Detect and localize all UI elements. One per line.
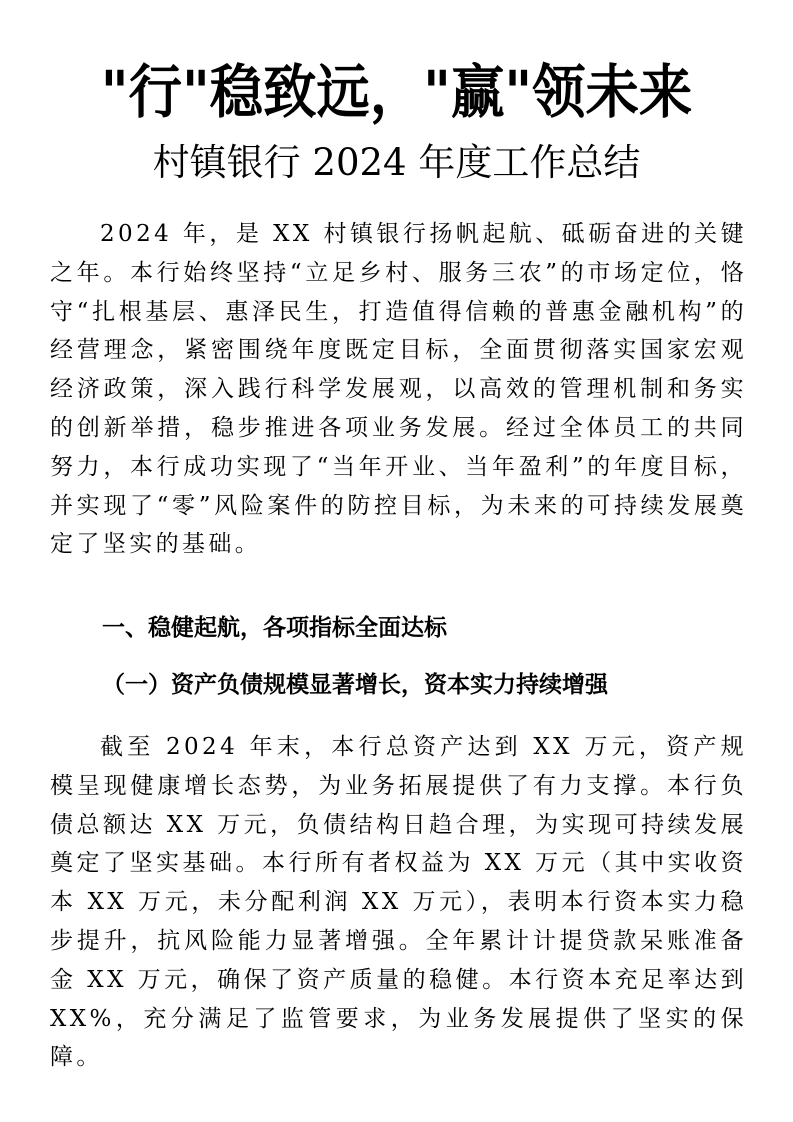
assets-paragraph: 截至 2024 年末，本行总资产达到 XX 万元，资产规模呈现健康增长态势，为业务拓展提供了有力支撑。本行负债总额达 XX 万元，负债结构日趋合理，为实现可持续发展奠定了坚实基础。本行所有者权益为 XX 万元（其中实收资本 XX 万元，未分配利润 XX 万元），表明本行资本实力稳步提升，抗风险能力显著增强。全年累计计提贷款呆账准备金 XX 万元，确保了资产质量的稳健。本行资本充足率达到 XX%，充分满足了监管要求，为业务发展提供了坚实的保障。 (50, 734, 747, 1071)
document-title: "行"稳致远，"赢"领未来 (100, 58, 693, 126)
assets-paragraph-block (50, 728, 747, 1077)
subsection-heading: （一）资产负债规模显著增长，资本实力持续增强 (102, 672, 608, 698)
document-subtitle: 村镇银行 2024 年度工作总结 (152, 141, 641, 184)
section-heading: 一、稳健起航，各项指标全面达标 (102, 615, 447, 641)
intro-paragraph-block (50, 215, 747, 564)
intro-paragraph: 2024 年，是 XX 村镇银行扬帆起航、砥砺奋进的关键之年。本行始终坚持“立足乡村、服务三农”的市场定位，恪守“扎根基层、惠泽民生，打造值得信赖的普惠金融机构”的经营理念，紧密围绕年度既定目标，全面贯彻落实国家宏观经济政策，深入践行科学发展观，以高效的管理机制和务实的创新举措，稳步推进各项业务发展。经过全体员工的共同努力，本行成功实现了“当年开业、当年盈利”的年度目标，并实现了“零”风险案件的防控目标，为未来的可持续发展奠定了坚实的基础。 (50, 221, 747, 558)
